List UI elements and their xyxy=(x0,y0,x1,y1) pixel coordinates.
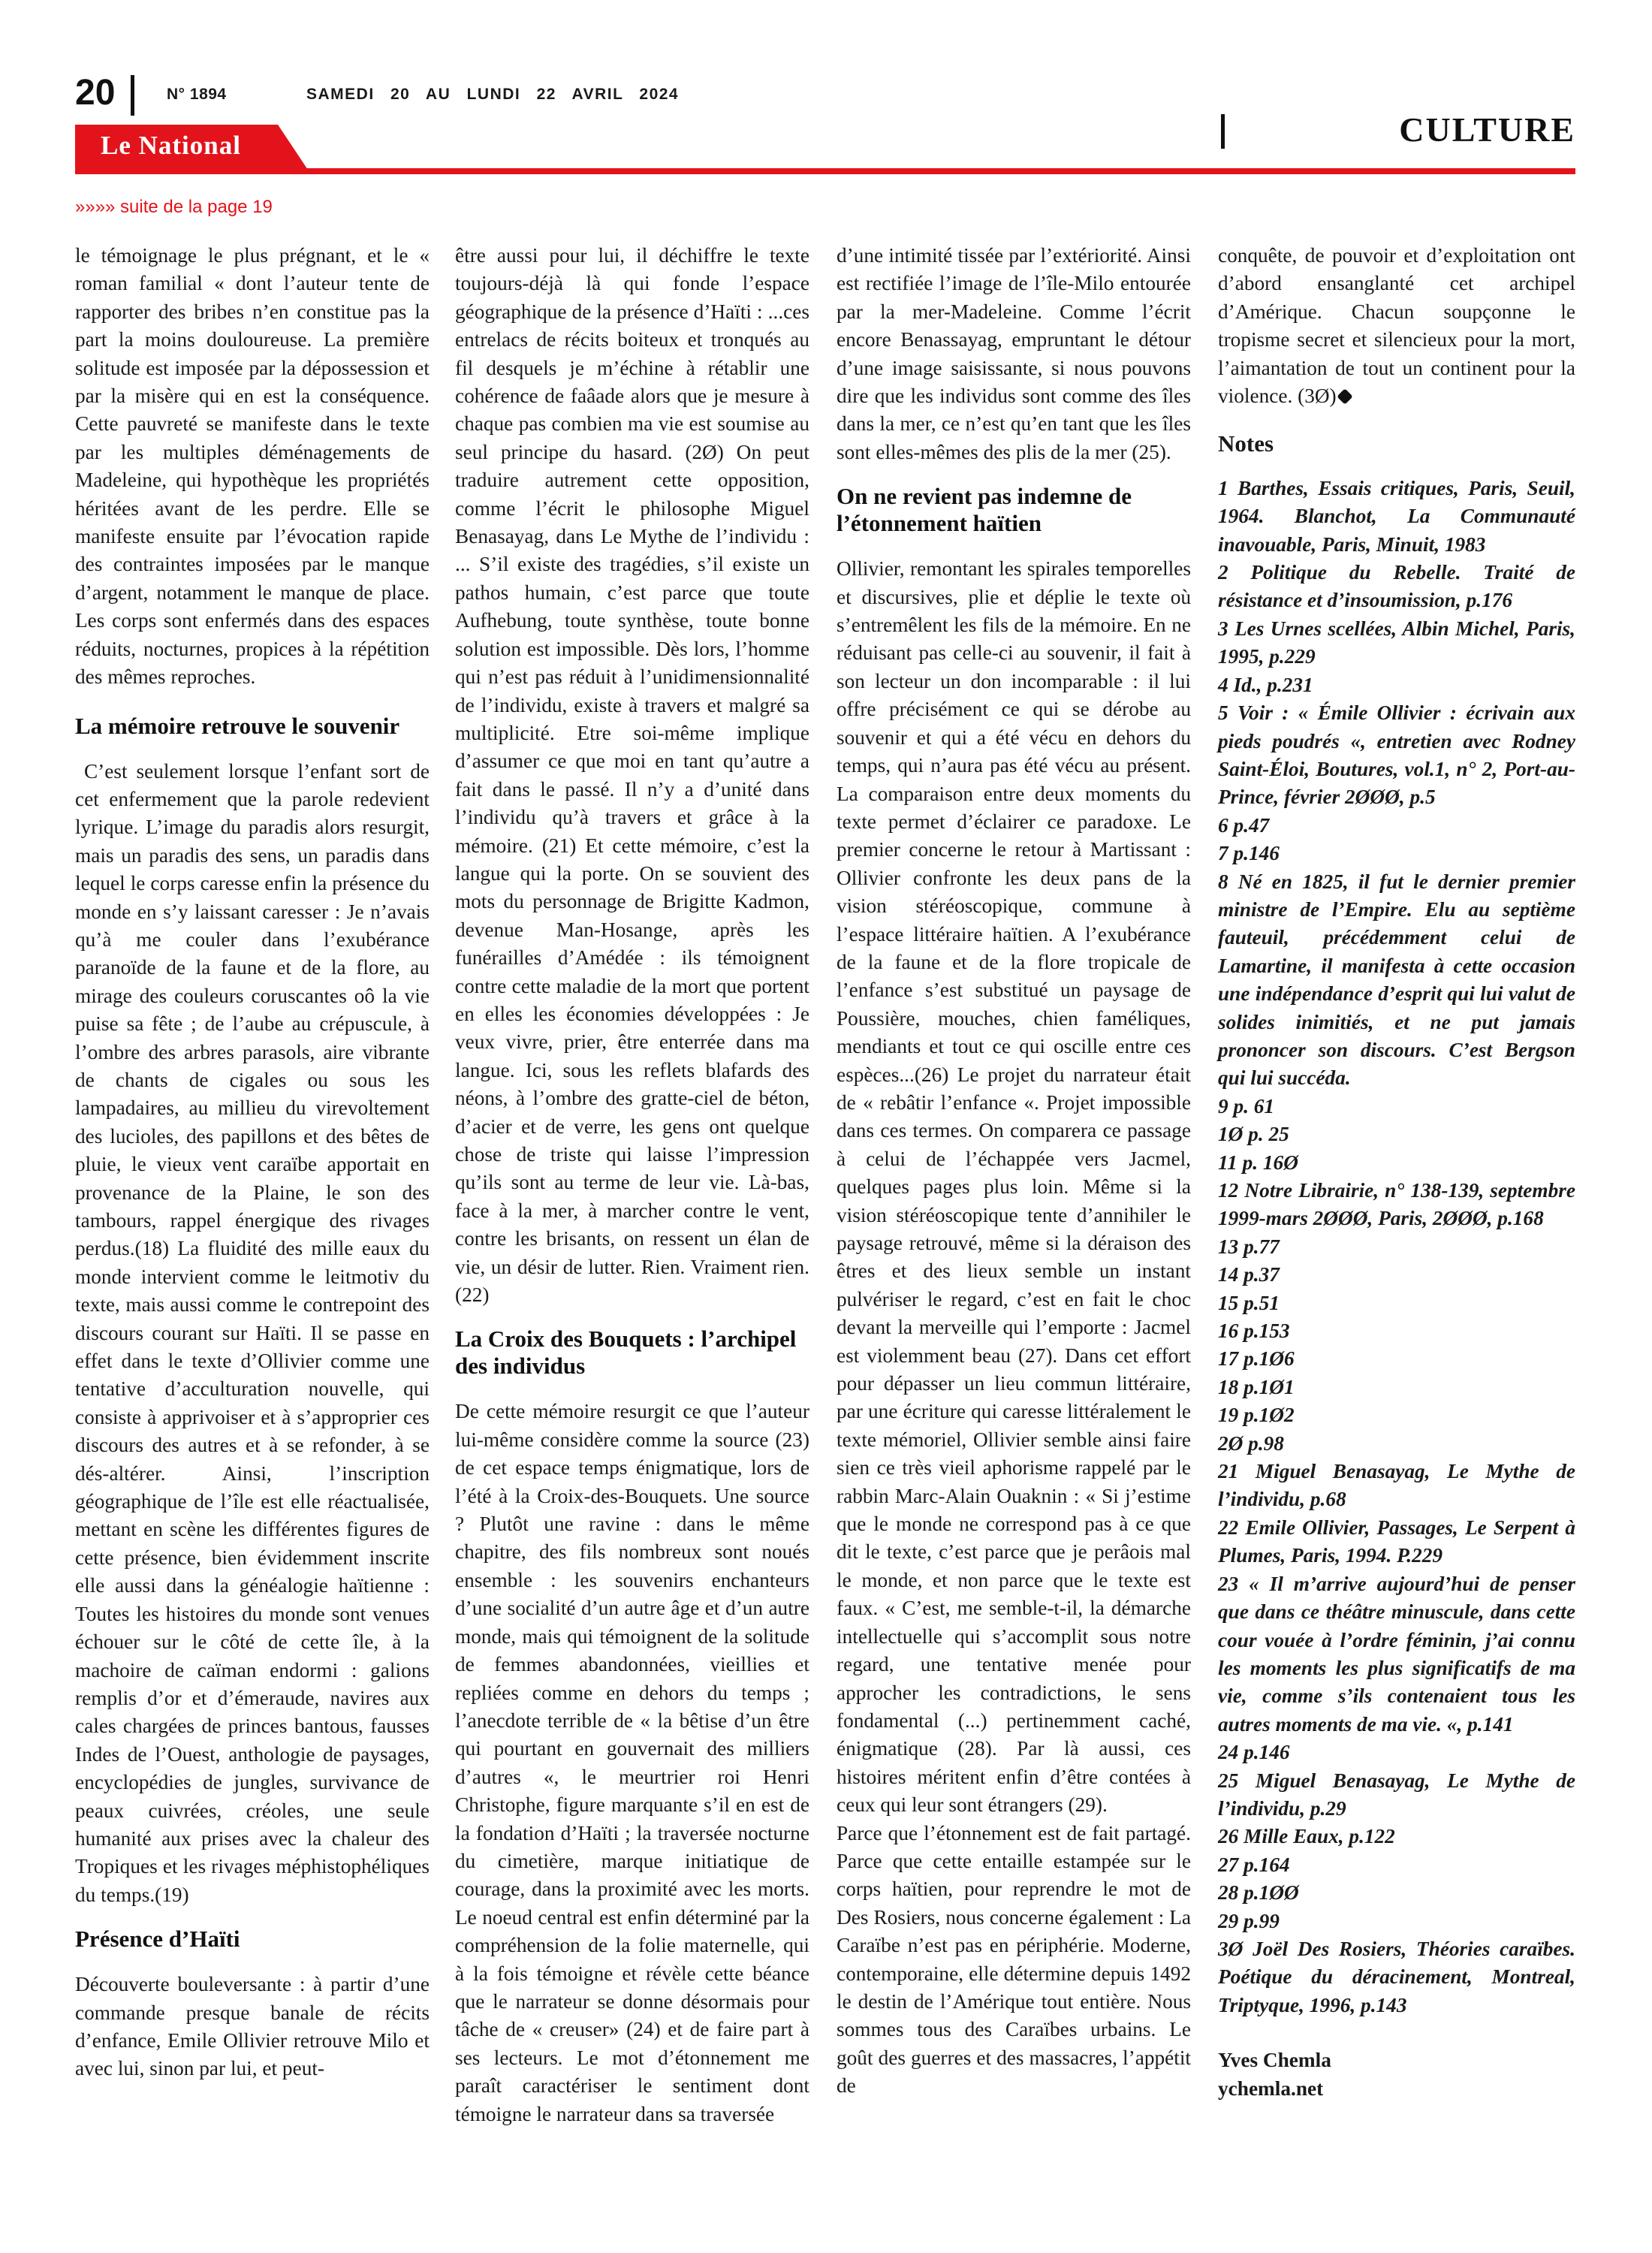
note-item: 19 p.1Ø2 xyxy=(1218,1404,1295,1427)
article-column-2 xyxy=(455,242,809,2128)
paragraph: le témoignage le plus prégnant, et le « roman familial « dont l’auteur tente de rapporter des bribes n’en constitue pas la part la moins douloureuse. La première solitude est imposée par la dépossession et par la misère qui en est la conséquence. Cette pauvreté se manifeste dans le texte par les multiples déménagements de Madeleine, qui hypothèque les propriétés héritées avant de les perdre. Elle se manifeste ensuite par l’évocation rapide des contraintes imposées par le manque d’argent, notamment le manque de place. Les corps sont enfermés dans des espaces réduits, nocturnes, propices à la répétition des mêmes reproches. xyxy=(75,244,430,689)
note-item: 2 Politique du Rebelle. Traité de résistance et d’insoumission, p.176 xyxy=(1218,561,1575,612)
note-item: 14 p.37 xyxy=(1218,1263,1280,1286)
brand-logo: Le National xyxy=(101,131,241,160)
note-item: 16 p.153 xyxy=(1218,1320,1290,1343)
note-item: 13 p.77 xyxy=(1218,1235,1280,1258)
note-item: 22 Emile Ollivier, Passages, Le Serpent à Plumes, Paris, 1994. P.229 xyxy=(1218,1516,1575,1567)
note-item: 28 p.1ØØ xyxy=(1218,1881,1299,1905)
note-item: 8 Né en 1825, il fut le dernier premier ministre de l’Empire. Elu au septième fauteuil, précédemment celui de Lamartine, il manifesta à cette occasion une indépendance d’esprit qui lui valut de solides inimitiés, et ne put jamais prononcer son discours. C’est Bergson qui lui succéda. xyxy=(1218,870,1575,1090)
note-item: 1 Barthes, Essais critiques, Paris, Seuil, 1964. Blanchot, La Communauté inavouable, Paris, Minuit, 1983 xyxy=(1218,476,1575,556)
note-item: 2Ø p.98 xyxy=(1218,1431,1284,1455)
paragraph xyxy=(1218,242,1575,410)
note-item: 29 p.99 xyxy=(1218,1909,1280,1932)
note-item: 6 p.47 xyxy=(1218,813,1270,837)
article-column-3 xyxy=(837,242,1191,2101)
section-heading: Présence d’Haïti xyxy=(75,1926,240,1953)
note-item: 4 Id., p.231 xyxy=(1218,673,1313,696)
notes-heading: Notes xyxy=(1218,430,1274,457)
note-item: 5 Voir : « Émile Ollivier : écrivain aux pieds poudrés «, entretien avec Rodney Saint-Éloi, Boutures, vol.1, n° 2, Port-au-Prince, février 2ØØØ, p.5 xyxy=(1218,701,1575,809)
note-item: 7 p.146 xyxy=(1218,842,1280,865)
note-item: 18 p.1Ø1 xyxy=(1218,1375,1295,1398)
page-number-divider xyxy=(131,75,134,116)
section-heading: La mémoire retrouve le souvenir xyxy=(75,712,400,739)
author-signature xyxy=(1218,2046,1575,2103)
article-column-4 xyxy=(1218,242,1575,2103)
note-item: 3Ø Joël Des Rosiers, Théories caraïbes. Poétique du déracinement, Montreal, Triptyque, 1996, p.143 xyxy=(1218,1937,1575,2016)
issue-number: N° 1894 xyxy=(167,86,227,103)
note-item: 26 Mille Eaux, p.122 xyxy=(1218,1825,1395,1848)
section-heading: On ne revient pas indemne de l’étonnement haïtien xyxy=(837,483,1132,537)
note-item: 27 p.164 xyxy=(1218,1853,1290,1876)
section-title: CULTURE xyxy=(1399,110,1575,149)
page-number: 20 xyxy=(75,73,116,113)
note-item: 23 « Il m’arrive aujourd’hui de penser que dans ce théâtre minuscule, dans cette cour vouée à l’ordre féminin, j’ai connu les moments les plus significatifs de ma vie, comme s’ils contenaient tous les autres moments de ma vie. «, p.141 xyxy=(1218,1572,1575,1736)
note-item: 9 p. 61 xyxy=(1218,1094,1275,1117)
author-name: Yves Chemla xyxy=(1218,2049,1331,2072)
notes-list xyxy=(1218,475,1575,2019)
note-item: 17 p.1Ø6 xyxy=(1218,1347,1295,1371)
paragraph: Parce que l’étonnement est de fait partagé. Parce que cette entaille estampée sur le corps haïtien, pour reprendre le mot de Des Rosiers, nous concerne également : La Caraïbe n’est pas en périphérie. Moderne, contemporaine, elle détermine depuis 1492 le destin de l’Amérique tout entière. Nous sommes tous des Caraïbes urbains. Le goût des guerres et des massacres, l’appétit de xyxy=(837,1821,1191,2098)
section-heading: La Croix des Bouquets : l’archipel des individus xyxy=(455,1326,797,1380)
note-item: 21 Miguel Benasayag, Le Mythe de l’individu, p.68 xyxy=(1218,1460,1575,1511)
paragraph: De cette mémoire resurgit ce que l’auteur lui-même considère comme la source (23) de cet espace temps énigmatique, lors de l’été à la Croix-des-Bouquets. Une source ? Plutôt une ravine : dans le même chapitre, des fils nombreux sont noués ensemble : les souvenirs enchanteurs d’une socialité d’un autre âge et d’un autre monde, mais qui témoignent de la solitude de femmes abandonnées, vieillies et repliées comme en dehors du temps ; l’anecdote terrible de « la bêtise d’un être qui pourtant en gouvernait des milliers d’autres «, le meurtrier roi Henri Christophe, figure marquante s’il en est de la fondation d’Haïti ; la traversée nocturne du cimetière, marque initiatique de courage, dans la proximité avec les morts. Le noeud central est enfin déterminé par la compréhension de la folie maternelle, qui à la fois témoigne et révèle cette béance que le narrateur se donne désormais pour tâche de « creuser» (24) et de faire part à ses lecteurs. Le mot d’étonnement me paraît caractériser le sentiment dont témoigne le narrateur dans sa traversée xyxy=(455,1400,809,2125)
note-item: 1Ø p. 25 xyxy=(1218,1123,1289,1146)
author-website: ychemla.net xyxy=(1218,2077,1324,2100)
note-item: 15 p.51 xyxy=(1218,1291,1280,1314)
paragraph: être aussi pour lui, il déchiffre le texte toujours-déjà là qui fonde l’espace géographique de la présence d’Haïti : ...ces entrelacs de récits boiteux et tronqués au fil desquels je m’échine à rétablir une cohérence de faâade alors que je mesure à chaque pas combien ma vie est soumise au seul principe du hasard. (2Ø) On peut traduire autrement cette opposition, comme l’écrit le philosophe Miguel Benasayag, dans Le Mythe de l’individu : ... S’il existe des tragédies, s’il existe un pathos humain, c’est parce que toute Aufhebung, toute synthèse, toute bonne solution est impossible. Dès lors, l’homme qui n’est pas réduit à l’unidimensionnalité de l’individu, existe à travers et malgré sa multiplicité. Etre soi-même implique d’assumer ce que moi en tant qu’autre a fait dans le passé. Il n’y a d’unité dans l’individu qu’à travers et grâce à la mémoire. (21) Et cette mémoire, c’est la langue qui la porte. On se souvient des mots du personnage de Brigitte Kadmon, devenue Man-Hosange, après les funérailles d’Amédée : ils témoignent contre cette maladie de la mort que portent en elles les économies développées : Je veux vivre, prier, être enterrée dans ma langue. Ici, sous les reflets blafards des néons, à l’ombre des gratte-ciel de béton, d’acier et de verre, les gens ont quelque chose de triste qui laisse l’impression qu’ils sont au terme de leur vie. Là-bas, face à la mer, à marcher contre le vent, contre les brisants, on ressent un élan de vie, un désir de lutter. Rien. Vraiment rien.(22) xyxy=(455,244,809,1307)
paragraph: Ollivier, remontant les spirales temporelles et discursives, plie et déplie le texte où s’entremêlent les fils de la mémoire. En ne réduisant pas celle-ci au souvenir, il fait à son lecteur un don incomparable : il lui offre précisément ce qui se dérobe au souvenir et qui a été vécu en dehors du temps, qui n’aura pas été vécu au présent. La comparaison entre deux moments du texte permet d’éclairer ce paradoxe. Le premier concerne le retour à Martissant : Ollivier confronte les deux pans de la vision stéréoscopique, commune à l’espace littéraire haïtien. A l’exubérance de la faune et de la flore tropicale de l’enfance s’est substitué un paysage de Poussière, mouches, chien faméliques, mendiants et tout ce qui oscille entre ces espèces...(26) Le projet du narrateur était de « rebâtir l’enfance «. Projet impossible dans ces termes. On comparera ce passage à celui de l’échappée vers Jacmel, quelques pages plus loin. Même si la vision stéréoscopique tente d’annihiler le paysage retrouvé, même si la déraison des êtres et des lieux semble un instant pulvériser le regard, c’est en fait le choc devant la merveille qui l’emporte : Jacmel est violemment beau (27). Dans cet effort pour dépasser un lieu commun littéraire, par une écriture qui caresse littéralement le texte mémoriel, Ollivier semble ainsi faire sien ce très vieil aphorisme rappelé par le rabbin Marc-Alain Ouaknin : « Si j’estime que le monde ne correspond pas à ce que dit le texte, c’est parce que je perâois mal le monde, et non parce que le texte est faux. « C’est, me semble-t-il, la démarche intellectuelle qui s’accomplit sous notre regard, une tentative menée pour approcher les contradictions, le sens fondamental (...) pertinemment caché, énigmatique (28). Par là aussi, ces histoires méritent enfin d’être contées à ceux qui leur sont étrangers (29). xyxy=(837,557,1191,1817)
section-divider xyxy=(1221,114,1225,149)
paragraph: C’est seulement lorsque l’enfant sort de cet enfermement que la parole redevient lyrique. L’image du paradis alors resurgit, mais un paradis des sens, un paradis dans lequel le corps caresse enfin la présence du monde en s’y laissant caresser : Je n’avais qu’à me couler dans l’exubérance paranoïde de la faune et de la flore, au mirage des couleurs coruscantes oô la vie puise sa fête ; de l’aube au crépuscule, à l’ombre des arbres parasols, aire vibrante de chants de cigales ou sous les lampadaires, au millieu du virevoltement des lucioles, des papillons et des bêtes de pluie, le vieux vent caraïbe apportait en provenance de la Plaine, le son des tambours, rappel énergique des rivages perdus.(18) La fluidité des mille eaux du monde intervient comme le leitmotiv du texte, mais aussi comme le contrepoint des discours courant sur Haïti. Il se passe en effet dans le texte d’Ollivier comme une tentative d’acculturation nouvelle, qui consiste à apprivoiser et à s’approprier ces discours des autres et à se refonder, à se dés-altérer. Ainsi, l’inscription géographique de l’île est elle réactualisée, mettant en scène les différentes figures de cette présence, bien évidemment inscrite elle aussi dans la généalogie haïtienne : Toutes les histoires du monde sont venues échouer sur le côté de cette île, à la machoire de caïman endormi : galions remplis d’or et d’émeraude, navires aux cales chargées de princes bantous, fausses Indes de l’Ouest, anthologie de paysages, encyclopédies de jungles, survivance de peaux cuivrées, créoles, une seule humanité aux prises avec la chaleur des Tropiques et les rivages méphistophéliques du temps.(19) xyxy=(75,759,435,1906)
note-item: 12 Notre Librairie, n° 138-139, septembre 1999-mars 2ØØØ, Paris, 2ØØØ, p.168 xyxy=(1218,1179,1575,1230)
dateline: SAMEDI 20 AU LUNDI 22 AVRIL 2024 xyxy=(306,86,680,103)
paragraph: d’une intimité tissée par l’extériorité. Ainsi est rectifiée l’image de l’île-Milo entourée par la mer-Madeleine. Comme l’écrit encore Benassayag, empruntant le détour d’une image saisissante, si nous pouvons dire que les individus sont comme des îles dans la mer, ce n’est qu’en tant que les îles sont elles-mêmes des plis de la mer (25). xyxy=(837,244,1191,463)
note-item: 25 Miguel Benasayag, Le Mythe de l’individu, p.29 xyxy=(1218,1769,1575,1820)
note-item: 3 Les Urnes scellées, Albin Michel, Paris, 1995, p.229 xyxy=(1218,617,1575,668)
end-of-article-icon xyxy=(1337,388,1353,405)
note-item: 24 p.146 xyxy=(1218,1741,1290,1764)
page-header xyxy=(75,72,1575,114)
paragraph: Découverte bouleversante : à partir d’une commande presque banale de récits d’enfance, Emile Ollivier retrouve Milo et avec lui, sinon par lui, et peut- xyxy=(75,1973,430,2080)
continued-from-label: »»»» suite de la page 19 xyxy=(75,197,273,217)
article-column-1 xyxy=(75,242,435,2083)
note-item: 11 p. 16Ø xyxy=(1218,1151,1298,1174)
paragraph-text: conquête, de pouvoir et d’exploitation ont d’abord ensanglanté cet archipel d’Amérique. Chacun soupçonne le tropisme secret et silencieux pour la mort, l’aimantation de tout un continent pour la violence. (3Ø) xyxy=(1218,244,1575,408)
